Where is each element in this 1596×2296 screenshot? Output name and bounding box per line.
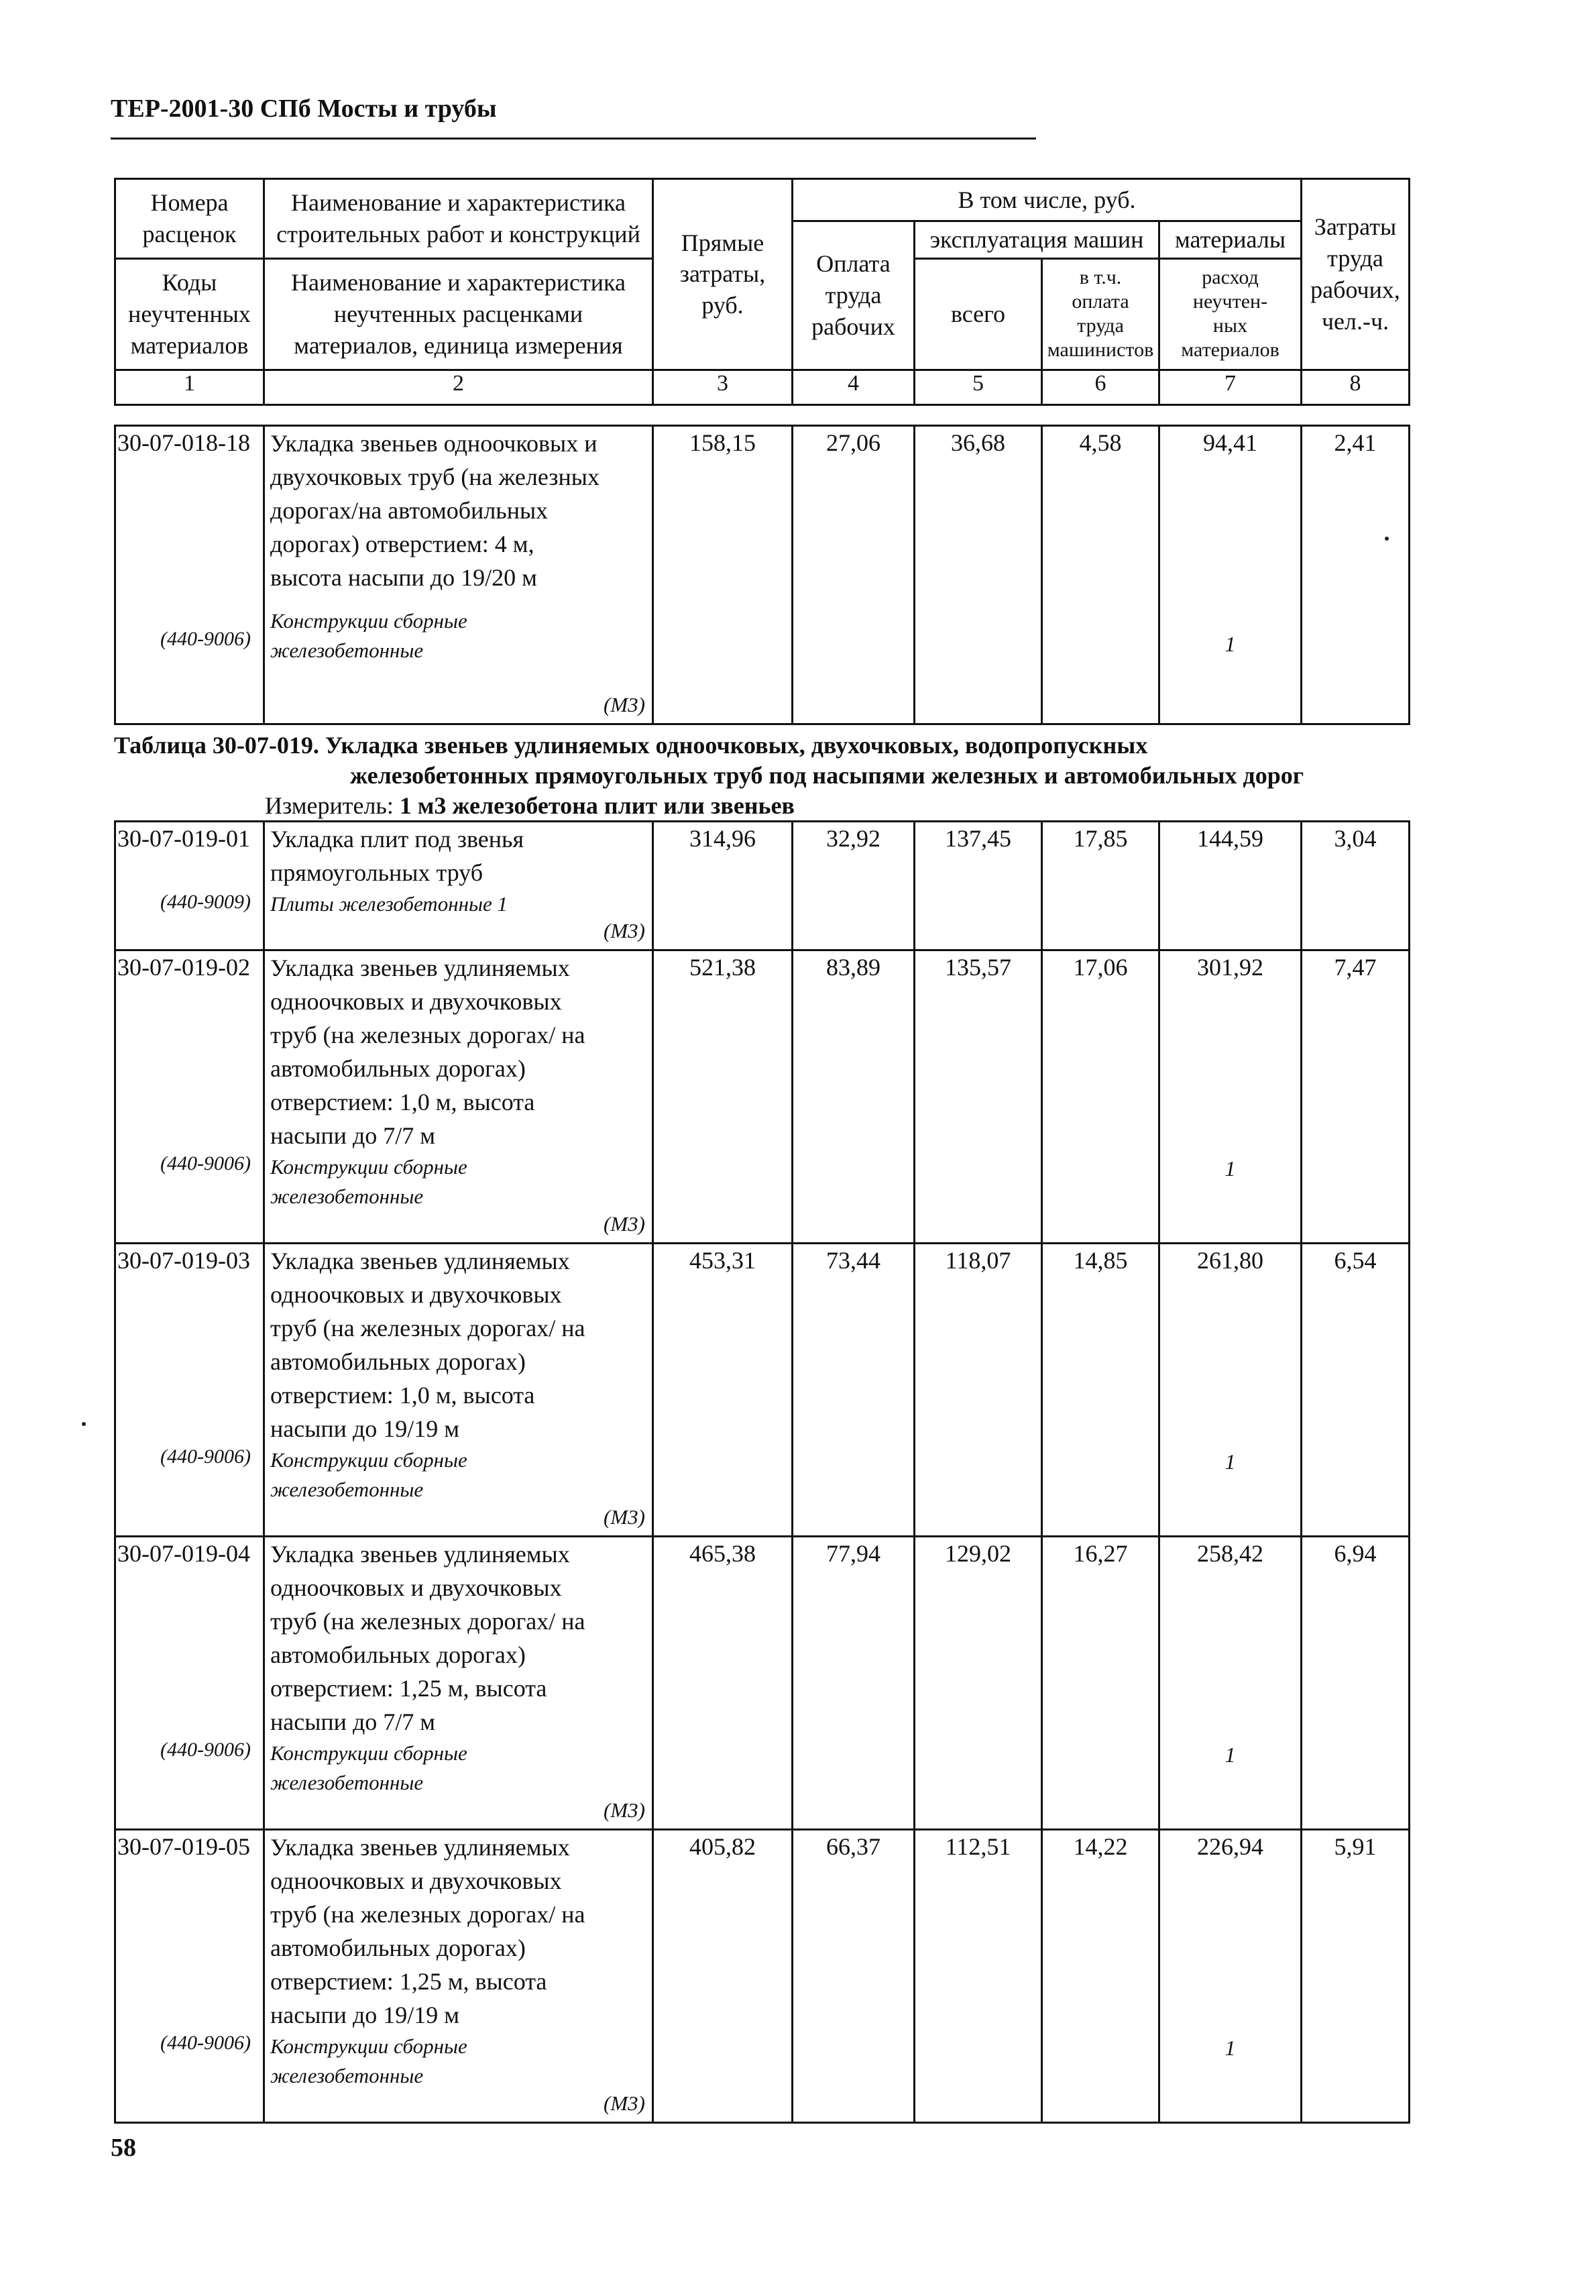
material-code: (440-9006) (160, 628, 251, 650)
value-labor-pay: 77,94 (793, 1537, 915, 1830)
col-number-1: 1 (115, 370, 264, 404)
material-code: (440-9006) (160, 1445, 251, 1468)
col-5-header: всего (915, 258, 1042, 370)
value-materials: 226,94 1 (1159, 1830, 1302, 2123)
material-code: (440-9009) (160, 891, 251, 913)
table-row (115, 1244, 1410, 1537)
value-machines-total: 137,45 (915, 822, 1042, 950)
value-operator-pay: 17,06 (1042, 950, 1159, 1244)
value-labor-pay: 73,44 (793, 1244, 915, 1537)
material-name: Конструкции сборные (270, 1155, 467, 1179)
value-materials: 258,42 1 (1159, 1537, 1302, 1830)
header-divider (111, 138, 1036, 140)
material-unit: (М3) (604, 1505, 645, 1529)
value-direct-costs: 453,31 (653, 1244, 793, 1537)
scan-speck (1385, 537, 1389, 541)
material-quantity: 1 (1224, 1743, 1236, 1767)
value-operator-pay: 4,58 (1042, 426, 1159, 724)
table-title-line-1: Таблица 30-07-019. Укладка звеньев удлиняемых одноочковых, двухочковых, водопропускных (114, 732, 1148, 759)
value-labor-hours: 2,41 (1302, 426, 1410, 724)
scan-speck (82, 1422, 86, 1426)
col-number-2: 2 (264, 370, 653, 404)
rate-code: 30-07-019-01 (117, 825, 250, 852)
material-name: Конструкции сборные (270, 1448, 467, 1472)
value-direct-costs: 314,96 (653, 822, 793, 950)
col-number-3: 3 (653, 370, 793, 404)
value-machines-total: 36,68 (915, 426, 1042, 724)
rate-code-cell (115, 1830, 264, 2123)
material-name: Плиты железобетонные 1 (270, 892, 508, 916)
table-row (115, 1537, 1410, 1830)
value-materials: 94,41 1 (1159, 426, 1302, 724)
value-machines-total: 118,07 (915, 1244, 1042, 1537)
material-unit: (М3) (604, 919, 645, 942)
table-row (115, 426, 1410, 724)
machine-operation-header: эксплуатация машин (915, 221, 1159, 258)
value-operator-pay: 16,27 (1042, 1537, 1159, 1830)
rate-code: 30-07-019-02 (117, 954, 250, 981)
measure-value: 1 м3 железобетона плит или звеньев (399, 792, 795, 819)
col-6-header: в т.ч. оплата труда машинистов (1042, 258, 1159, 370)
value-materials: 261,80 1 (1159, 1244, 1302, 1537)
col-2-bottom-header: Наименование и характеристика неучтенных расценками материалов, единица измерения (264, 258, 653, 370)
col-number-8: 8 (1302, 370, 1410, 404)
material-quantity: 1 (1224, 632, 1236, 656)
rate-name-cell: Укладка плит под звенья прямоугольных труб Плиты железобетонные 1 (М3) (264, 822, 653, 950)
value-machines-total: 135,57 (915, 950, 1042, 1244)
material-quantity: 1 (1224, 1156, 1236, 1181)
rate-code-cell (115, 950, 264, 1244)
value-operator-pay: 14,22 (1042, 1830, 1159, 2123)
material-unit: (М3) (604, 1212, 645, 1236)
value-labor-hours: 7,47 (1302, 950, 1410, 1244)
rate-code-cell (115, 822, 264, 950)
value-labor-hours: 6,54 (1302, 1244, 1410, 1537)
material-code: (440-9006) (160, 1739, 251, 1761)
value-direct-costs: 158,15 (653, 426, 793, 724)
value-labor-hours: 5,91 (1302, 1830, 1410, 2123)
rate-table-019 (114, 820, 1410, 2124)
col-8-header: Затраты труда рабочих, чел.-ч. (1302, 179, 1410, 370)
value-machines-total: 129,02 (915, 1537, 1042, 1830)
table-measure (265, 791, 795, 820)
rate-code: 30-07-019-03 (117, 1247, 250, 1274)
measure-label: Измеритель: (265, 792, 394, 819)
rate-code: 30-07-019-04 (117, 1540, 250, 1567)
value-direct-costs: 465,38 (653, 1537, 793, 1830)
col-3-header: Прямые затраты, руб. (653, 179, 793, 370)
value-operator-pay: 17,85 (1042, 822, 1159, 950)
material-unit: (М3) (604, 693, 645, 716)
rate-table-018 (114, 425, 1410, 725)
materials-header: материалы (1159, 221, 1302, 258)
value-labor-hours: 6,94 (1302, 1537, 1410, 1830)
material-name: Конструкции сборные (270, 609, 467, 633)
col-7-header: расход неучтен- ных материалов (1159, 258, 1302, 370)
col-2-top-header: Наименование и характеристика строительных работ и конструкций (264, 179, 653, 259)
rate-name-cell: Укладка звеньев удлиняемых одноочковых и двухочковых труб (на железных дорогах/ на автомобильных дорогах) отверстием: 1,0 м, высота насыпи до 19/19 м Конструкции сборные железобетонные (М3) (264, 1244, 653, 1537)
table-row (115, 822, 1410, 950)
col-number-5: 5 (915, 370, 1042, 404)
col-number-6: 6 (1042, 370, 1159, 404)
rate-code: 30-07-018-18 (117, 429, 250, 456)
table-title-line-2: железобетонных прямоугольных труб под насыпями железных и автомобильных дорог (350, 762, 1304, 789)
material-unit: (М3) (604, 1798, 645, 1822)
value-labor-pay: 27,06 (793, 426, 915, 724)
material-name: Конструкции сборные (270, 2034, 467, 2058)
col-number-4: 4 (793, 370, 915, 404)
material-code: (440-9006) (160, 2032, 251, 2054)
col-1-bottom-header: Коды неучтенных материалов (115, 258, 264, 370)
value-labor-hours: 3,04 (1302, 822, 1410, 950)
value-labor-pay: 83,89 (793, 950, 915, 1244)
rate-code-cell (115, 1244, 264, 1537)
value-labor-pay: 32,92 (793, 822, 915, 950)
value-direct-costs: 405,82 (653, 1830, 793, 2123)
page-number: 58 (111, 2134, 136, 2162)
material-code: (440-9006) (160, 1152, 251, 1174)
material-quantity: 1 (1224, 1450, 1236, 1474)
value-operator-pay: 14,85 (1042, 1244, 1159, 1537)
rate-code-cell (115, 1537, 264, 1830)
value-materials: 144,59 (1159, 822, 1302, 950)
value-materials: 301,92 1 (1159, 950, 1302, 1244)
value-machines-total: 112,51 (915, 1830, 1042, 2123)
rate-name-cell: Укладка звеньев удлиняемых одноочковых и двухочковых труб (на железных дорогах/ на автомобильных дорогах) отверстием: 1,25 м, высота насыпи до 7/7 м Конструкции сборные железобетонные (М3) (264, 1537, 653, 1830)
group-header-including: В том числе, руб. (793, 179, 1302, 221)
rate-code: 30-07-019-05 (117, 1833, 250, 1860)
col-1-top-header: Номера расценок (115, 179, 264, 259)
rate-code-cell (115, 426, 264, 724)
col-number-7: 7 (1159, 370, 1302, 404)
col-4-header: Оплата труда рабочих (793, 221, 915, 370)
material-unit: (М3) (604, 2091, 645, 2115)
column-header-table (114, 178, 1410, 406)
page-header-title: ТЕР-2001-30 СПб Мосты и трубы (111, 95, 497, 123)
table-row (115, 1830, 1410, 2123)
material-name: Конструкции сборные (270, 1741, 467, 1765)
rate-name-cell: Укладка звеньев одноочковых и двухочковых труб (на железных дорогах/на автомобильных дорогах) отверстием: 4 м, высота насыпи до 19/20 м Конструкции сборные железобетонные (М3) (264, 426, 653, 724)
table-row (115, 950, 1410, 1244)
value-direct-costs: 521,38 (653, 950, 793, 1244)
value-labor-pay: 66,37 (793, 1830, 915, 2123)
rate-name-cell: Укладка звеньев удлиняемых одноочковых и двухочковых труб (на железных дорогах/ на автомобильных дорогах) отверстием: 1,0 м, высота насыпи до 7/7 м Конструкции сборные железобетонные (М3) (264, 950, 653, 1244)
material-quantity: 1 (1224, 2036, 1236, 2060)
rate-name-cell: Укладка звеньев удлиняемых одноочковых и двухочковых труб (на железных дорогах/ на автомобильных дорогах) отверстием: 1,25 м, высота насыпи до 19/19 м Конструкции сборные железобетонные (М3) (264, 1830, 653, 2123)
